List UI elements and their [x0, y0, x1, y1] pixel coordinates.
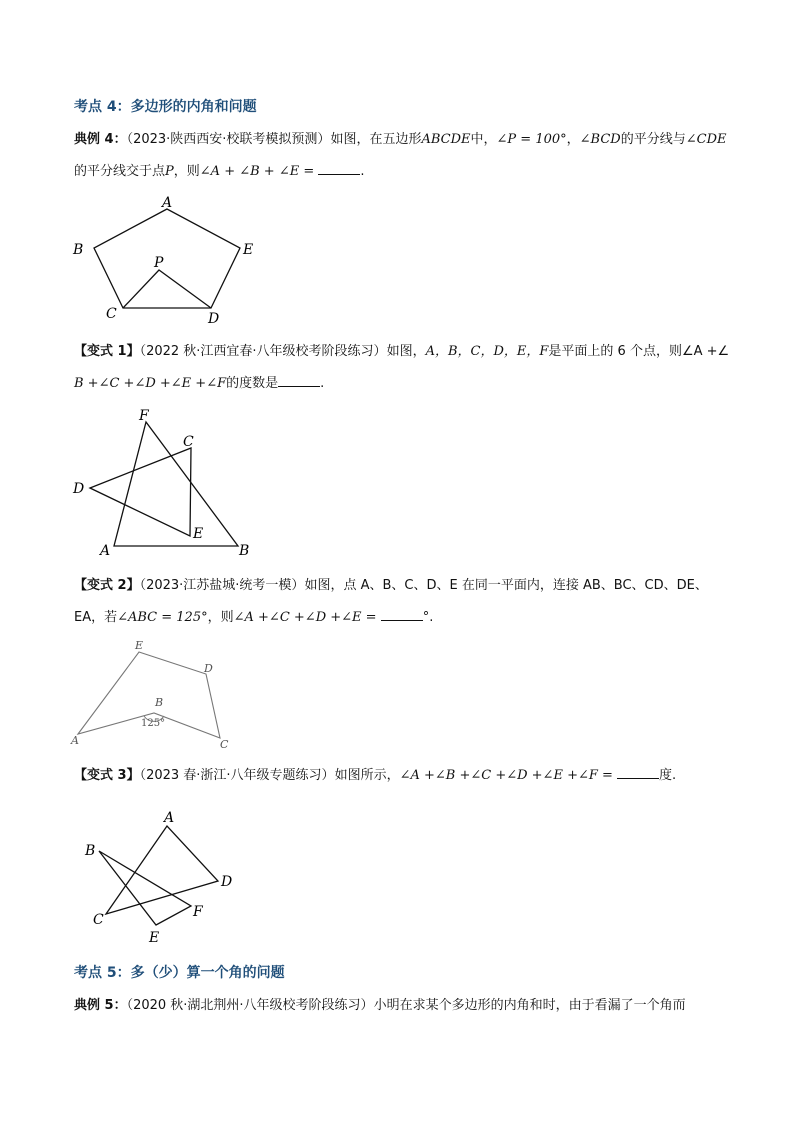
answer-blank: [381, 608, 423, 621]
variant-1-label: 【变式 1】: [74, 344, 140, 359]
pentagon-name: ABCDE: [421, 132, 471, 147]
pentagon-outline: [94, 209, 240, 308]
label-p: P: [154, 255, 164, 271]
label-c: C: [93, 912, 104, 928]
variant-3-line-1: [74, 766, 676, 786]
angle-bcd: ∠BCD: [579, 132, 621, 147]
variant-2-end: °.: [422, 610, 434, 625]
bisector-lines: [123, 270, 211, 308]
label-c: C: [220, 738, 229, 751]
label-d: D: [73, 481, 85, 497]
variant-1-expression: B +∠C +∠D +∠E +∠F: [74, 376, 227, 391]
variant-1-end: .: [320, 376, 325, 391]
label-c: C: [183, 434, 194, 450]
variant-1-line-1: [74, 342, 729, 362]
example-4-label: 典例 4：: [74, 132, 127, 147]
label-d: D: [208, 311, 220, 327]
condition-angle-abc: ∠ABC = 125°: [117, 610, 208, 625]
figure-two-triangles: [66, 402, 266, 562]
variant-1-line-2: [74, 374, 324, 394]
example-4-text: 如图，在五边形: [330, 132, 422, 147]
example-4-line-1: [74, 130, 727, 150]
label-b: B: [155, 696, 164, 709]
variant-2-text: ，则: [207, 610, 234, 625]
variant-1-text: 是平面上的 6 个点，则∠A +∠: [548, 344, 730, 359]
example-4-source: （2023·陕西西安·校联考模拟预测）: [126, 132, 331, 147]
example-4-text: 的平分线与: [620, 132, 686, 147]
example-4-text: ，: [566, 132, 580, 147]
triangle-abf: [114, 422, 238, 546]
answer-blank: [617, 766, 659, 779]
label-a: A: [164, 810, 175, 826]
label-a: A: [71, 734, 79, 747]
label-d: D: [221, 874, 233, 890]
example-4-text: ，则: [173, 164, 200, 179]
example-4-expression: ∠A + ∠B + ∠E =: [199, 164, 315, 179]
label-c: C: [106, 306, 117, 322]
variant-2-text: EA，若: [74, 610, 118, 625]
variant-2-label: 【变式 2】: [74, 578, 140, 593]
label-d: D: [204, 662, 213, 675]
figure-star-shape: [66, 806, 246, 946]
example-4-text: 的平分线交于点: [74, 164, 166, 179]
example-5-text: 小明在求某个多边形的内角和时，由于看漏了一个角而: [373, 998, 686, 1013]
answer-blank: [278, 374, 320, 387]
figure-concave-pentagon: [66, 636, 246, 752]
point-p: P: [165, 164, 174, 179]
example-5-source: （2020 秋·湖北荆州·八年级校考阶段练习）: [126, 998, 374, 1013]
example-4-end: .: [360, 164, 365, 179]
answer-blank: [318, 162, 360, 175]
variant-3-source: （2023 春·浙江·八年级专题练习）: [139, 768, 335, 783]
variant-3-expression: ∠A +∠B +∠C +∠D +∠E +∠F =: [399, 768, 613, 783]
label-a: A: [162, 195, 173, 211]
variant-3-label: 【变式 3】: [74, 768, 140, 783]
variant-2-line-2: [74, 608, 433, 628]
label-b: B: [73, 242, 84, 258]
section-4-heading: 考点 4：多边形的内角和问题: [74, 99, 257, 115]
example-4-line-2: [74, 162, 365, 182]
variant-2-expression: ∠A +∠C +∠D +∠E =: [233, 610, 377, 625]
variant-2-text: 如图，点 A、B、C、D、E 在同一平面内，连接 AB、BC、CD、DE、: [304, 578, 708, 593]
label-e: E: [135, 639, 144, 652]
label-b: B: [85, 843, 96, 859]
example-4-text: 中，: [470, 132, 497, 147]
label-f: F: [139, 408, 149, 424]
label-e: E: [243, 242, 254, 258]
section-5-heading: 考点 5：多（少）算一个角的问题: [74, 965, 285, 981]
angle-cde: ∠CDE: [685, 132, 727, 147]
variant-2-source: （2023·江苏盐城·统考一模）: [139, 578, 305, 593]
angle-label: 125°: [141, 718, 166, 729]
variant-3-end: 度.: [659, 768, 677, 783]
triangle-bef: [99, 851, 191, 925]
variant-2-line-1: [74, 576, 708, 596]
variant-1-text: 如图，: [386, 344, 426, 359]
triangle-acd: [106, 826, 218, 914]
variant-1-points: A，B，C，D，E，F: [425, 344, 549, 359]
figure-pentagon: [66, 192, 266, 328]
label-f: F: [193, 904, 203, 920]
variant-1-text: 的度数是: [226, 376, 279, 391]
label-e: E: [149, 930, 160, 946]
variant-1-source: （2022 秋·江西宜春·八年级校考阶段练习）: [139, 344, 387, 359]
label-e: E: [193, 526, 204, 542]
variant-3-text: 如图所示，: [334, 768, 400, 783]
example-5-line-1: [74, 996, 686, 1016]
label-a: A: [100, 543, 111, 559]
example-5-label: 典例 5：: [74, 998, 127, 1013]
condition-angle-p: ∠P = 100°: [496, 132, 567, 147]
label-b: B: [239, 543, 250, 559]
